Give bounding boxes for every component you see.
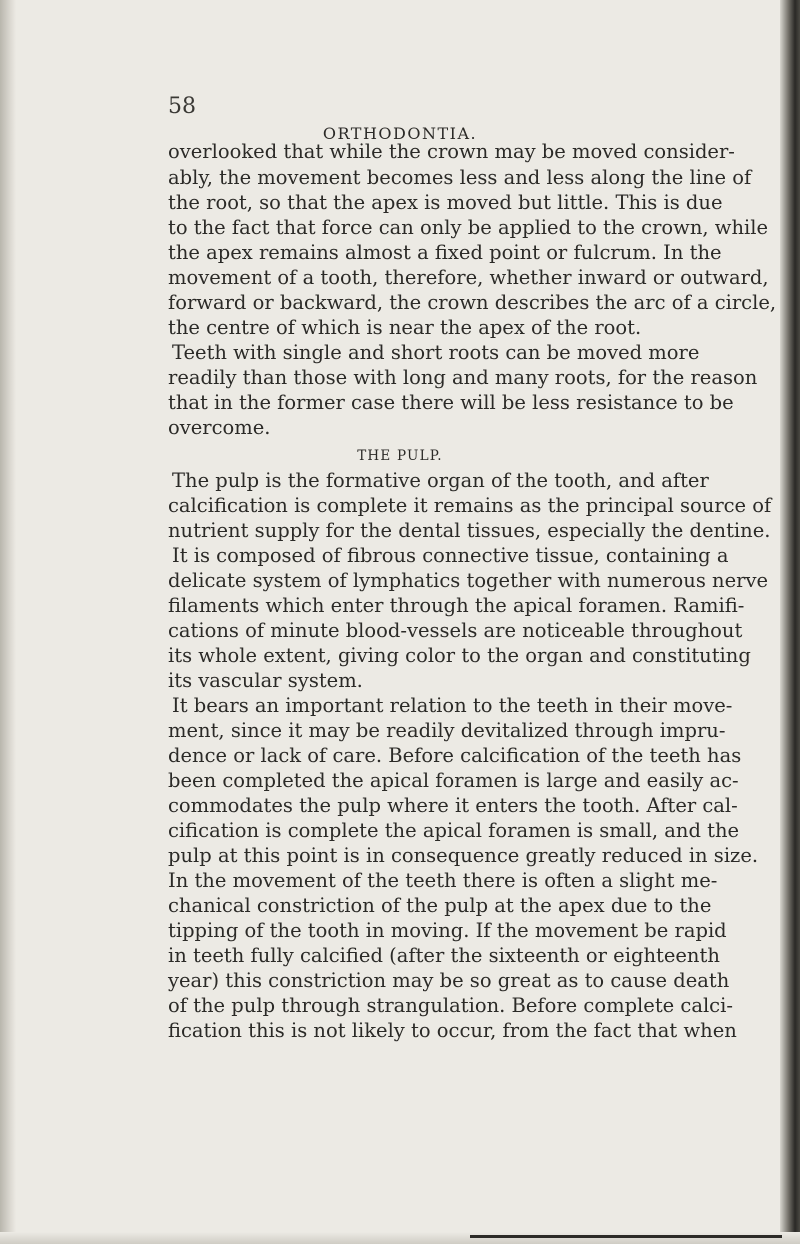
text-line: chanical constriction of the pulp at the apex due to the [168,894,712,917]
text-line: It bears an important relation to the teeth in their move- [172,694,733,717]
page-left-edge [0,0,16,1244]
text-line: in teeth fully calcified (after the sixteenth or eighteenth [168,944,720,967]
text-line: its vascular system. [168,669,363,692]
text-line: tipping of the tooth in moving. If the movement be rapid [168,919,727,942]
text-line: nutrient supply for the dental tissues, especially the dentine. [168,519,771,542]
text-line: ably, the movement becomes less and less along the line of [168,166,752,189]
text-line: Teeth with single and short roots can be moved more [172,341,700,364]
text-line: the apex remains almost a fixed point or fulcrum. In the [168,241,722,264]
text-line: the centre of which is near the apex of the root. [168,316,642,339]
text-line: of the pulp through strangulation. Before complete calci- [168,994,733,1017]
bottom-rule [470,1235,782,1238]
text-line: been completed the apical foramen is large and easily ac- [168,769,739,792]
text-line: to the fact that force can only be applied to the crown, while [168,216,769,239]
text-line: overlooked that while the crown may be moved consider- [168,140,735,163]
text-line: The pulp is the formative organ of the tooth, and after [172,469,709,492]
text-line: movement of a tooth, therefore, whether inward or outward, [168,266,769,289]
book-spine-edge [780,0,800,1244]
text-line: ment, since it may be readily devitalized through impru- [168,719,726,742]
text-line: its whole extent, giving color to the organ and constituting [168,644,751,667]
text-line: forward or backward, the crown describes the arc of a circle, [168,291,777,314]
text-line: It is composed of fibrous connective tissue, containing a [172,544,729,567]
text-line: cification is complete the apical foramen is small, and the [168,819,740,842]
text-line: delicate system of lymphatics together with numerous nerve [168,569,769,592]
page-number: 58 [168,94,196,119]
text-line: that in the former case there will be less resistance to be [168,391,734,414]
text-line: In the movement of the teeth there is often a slight me- [168,869,718,892]
text-line: cations of minute blood-vessels are noticeable throughout [168,619,743,642]
text-line: commodates the pulp where it enters the tooth. After cal- [168,794,738,817]
text-line: year) this constriction may be so great as to cause death [168,969,730,992]
running-head: ORTHODONTIA. [322,124,478,143]
text-line: dence or lack of care. Before calcification of the teeth has [168,744,742,767]
section-heading: THE PULP. [357,448,443,464]
text-line: fication this is not likely to occur, from the fact that when [168,1019,737,1042]
text-line: filaments which enter through the apical foramen. Ramifi- [168,594,745,617]
text-line: overcome. [168,416,271,439]
text-line: calcification is complete it remains as the principal source of [168,494,772,517]
page-bottom-edge [0,1232,800,1244]
text-line: pulp at this point is in consequence greatly reduced in size. [168,844,759,867]
text-line: readily than those with long and many roots, for the reason [168,366,758,389]
text-line: the root, so that the apex is moved but little. This is due [168,191,723,214]
